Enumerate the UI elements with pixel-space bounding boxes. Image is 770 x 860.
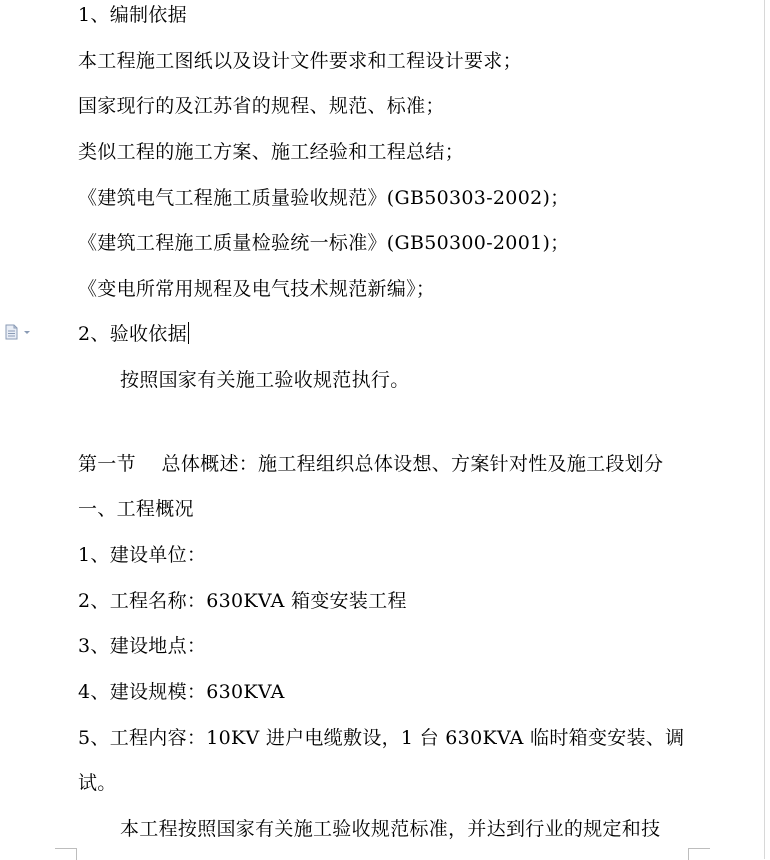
overview-item-5[interactable]: 5、工程内容：10KV 进户电缆敷设，1 台 630KVA 临时箱变安装、调: [78, 727, 685, 749]
acceptance-heading[interactable]: [78, 322, 189, 346]
overview-item-3[interactable]: 3、建设地点：: [78, 635, 207, 657]
section-title[interactable]: 第一节 总体概述：施工程组织总体设想、方案针对性及施工段划分: [78, 453, 664, 475]
basis-heading[interactable]: 1、编制依据: [78, 4, 187, 26]
basis-item-4[interactable]: 《建筑电气工程施工质量验收规范》(GB50303-2002)；: [78, 187, 570, 209]
page-edge: [764, 0, 765, 859]
basis-item-5[interactable]: 《建筑工程施工质量检验统一标准》(GB50300-2001)；: [78, 232, 570, 254]
basis-item-3[interactable]: 类似工程的施工方案、施工经验和工程总结；: [78, 141, 465, 163]
text-cursor: [188, 322, 190, 344]
page-corner-mark-right: [688, 848, 710, 860]
basis-item-2[interactable]: 国家现行的及江苏省的规程、规范、标准；: [78, 95, 445, 117]
document-dropdown-icon[interactable]: [4, 323, 34, 341]
closing-paragraph[interactable]: 本工程按照国家有关施工验收规范标准，并达到行业的规定和技: [120, 818, 661, 840]
page-corner-mark-left: [55, 848, 77, 860]
overview-item-5-continued[interactable]: 试。: [78, 772, 117, 794]
basis-item-6[interactable]: 《变电所常用规程及电气技术规范新编》；: [78, 278, 436, 300]
acceptance-heading-text: 2、验收依据: [78, 323, 187, 345]
overview-item-1[interactable]: 1、建设单位：: [78, 544, 207, 566]
overview-item-2[interactable]: 2、工程名称：630KVA 箱变安装工程: [78, 590, 407, 612]
basis-item-1[interactable]: 本工程施工图纸以及设计文件要求和工程设计要求；: [78, 50, 522, 72]
acceptance-text[interactable]: 按照国家有关施工验收规范执行。: [120, 369, 410, 391]
overview-item-4[interactable]: 4、建设规模：630KVA: [78, 681, 285, 703]
overview-heading[interactable]: 一、工程概况: [78, 498, 194, 520]
